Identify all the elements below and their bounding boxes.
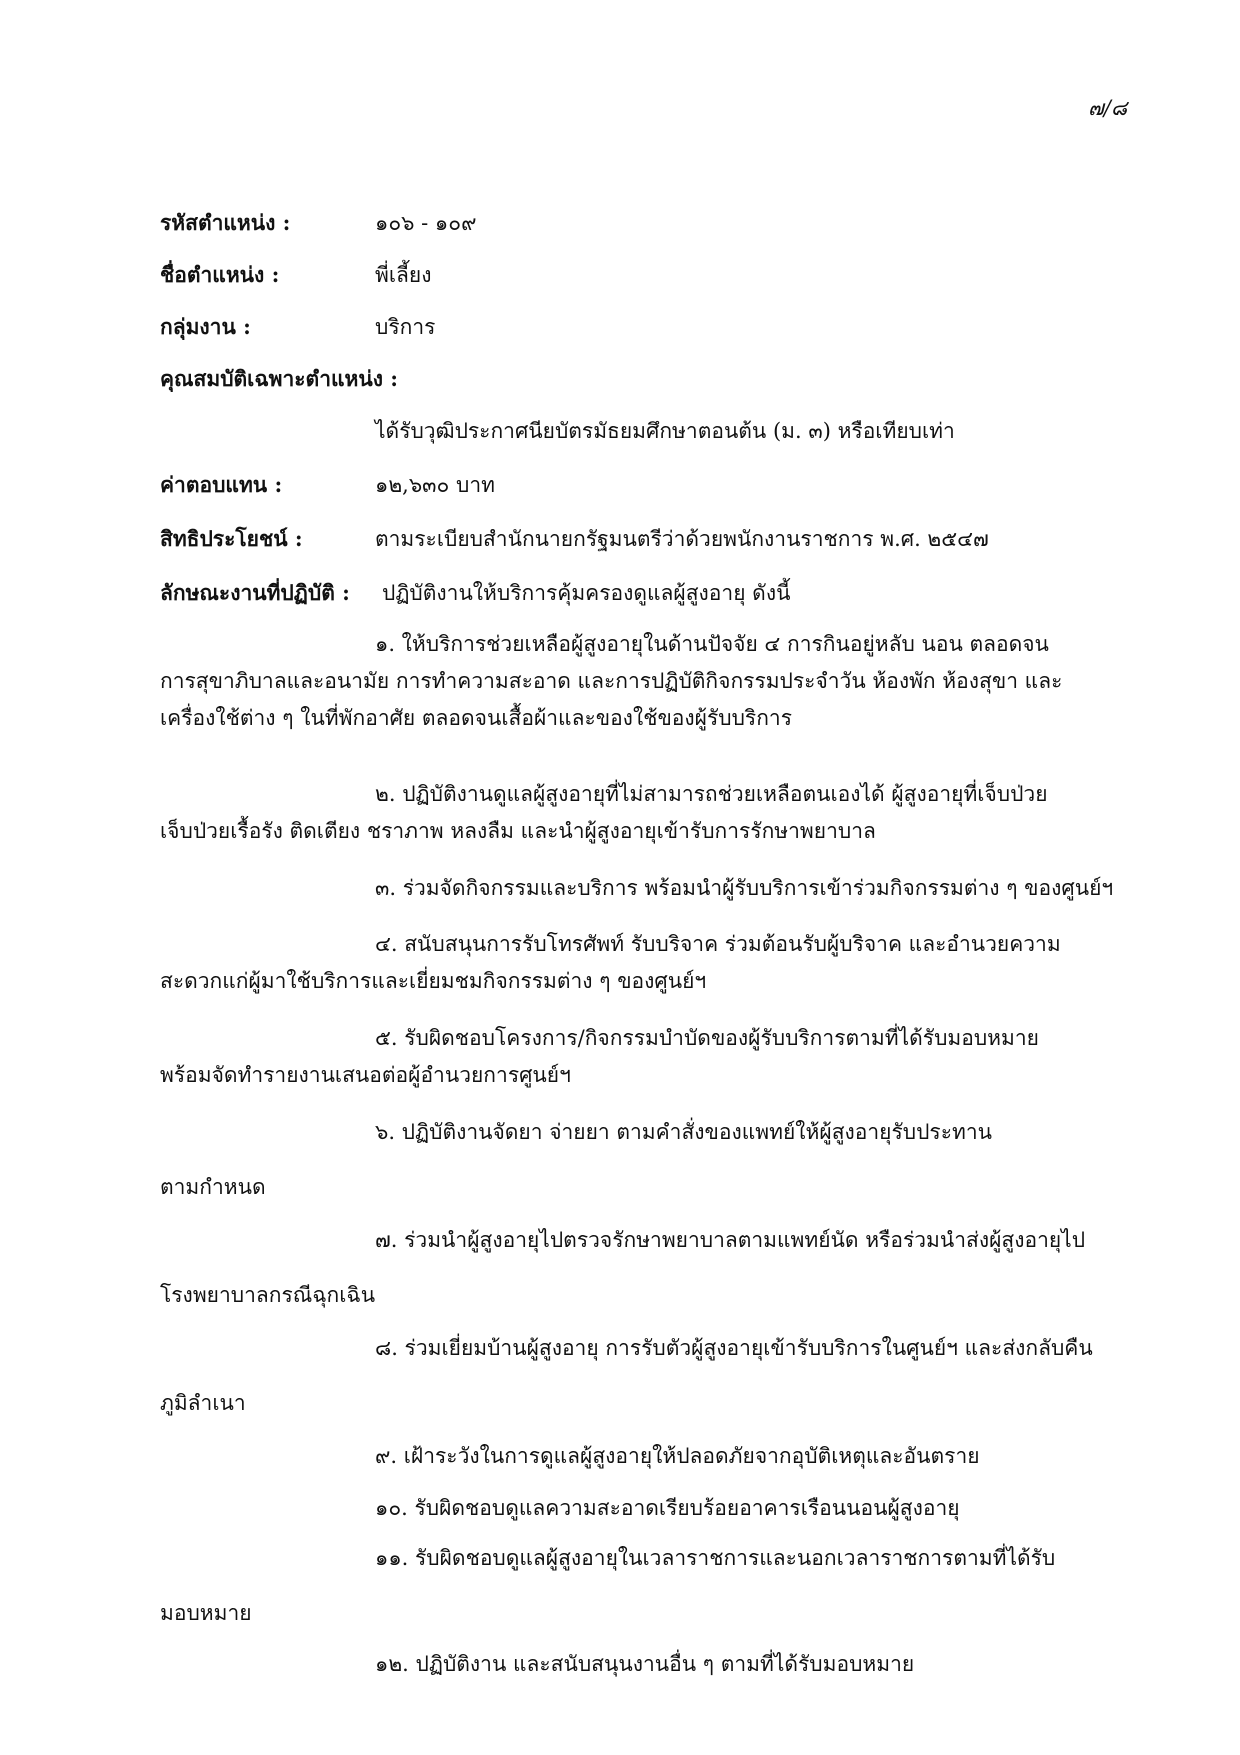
work-group-row — [160, 312, 436, 342]
work-group-label: กลุ่มงาน : — [160, 314, 251, 339]
duty-line: ๒. ปฏิบัติงานดูแลผู้สูงอายุที่ไม่สามารถช่วยเหลือตนเองได้ ผู้สูงอายุที่เจ็บป่วย — [375, 782, 1048, 806]
duty-item-4 — [160, 926, 1145, 1000]
duty-line: ๙. เฝ้าระวังในการดูแลผู้สูงอายุให้ปลอดภัยจากอุบัติเหตุและอันตราย — [375, 1444, 980, 1468]
duty-line: โรงพยาบาลกรณีฉุกเฉิน — [160, 1283, 376, 1307]
duty-line: การสุขาภิบาลและอนามัย การทำความสะอาด และการปฏิบัติกิจกรรมประจำวัน ห้องพัก ห้องสุขา และ — [160, 669, 1063, 693]
compensation-value: ๑๒,๖๓๐ บาท — [375, 473, 495, 497]
qualification-label: คุณสมบัติเฉพาะตำแหน่ง : — [160, 366, 399, 391]
duty-line: สะดวกแก่ผู้มาใช้บริการและเยี่ยมชมกิจกรรมต่าง ๆ ของศูนย์ฯ — [160, 969, 707, 993]
duty-item-8 — [160, 1330, 1145, 1422]
duty-line: ๑๑. รับผิดชอบดูแลผู้สูงอายุในเวลาราชการและนอกเวลาราชการตามที่ได้รับ — [375, 1546, 1056, 1570]
duty-line: ๔. สนับสนุนการรับโทรศัพท์ รับบริจาค ร่วมต้อนรับผู้บริจาค และอำนวยความ — [375, 932, 1061, 956]
duty-item-3 — [160, 870, 1145, 907]
duty-line: ๑๐. รับผิดชอบดูแลความสะอาดเรียบร้อยอาคารเรือนนอนผู้สูงอายุ — [375, 1496, 960, 1520]
duty-line: ตามกำหนด — [160, 1175, 266, 1199]
duty-line: เครื่องใช้ต่าง ๆ ในที่พักอาศัย ตลอดจนเสื้อผ้าและของใช้ของผู้รับบริการ — [160, 706, 792, 730]
duty-line: ภูมิลำเนา — [160, 1391, 246, 1415]
benefits-label: สิทธิประโยชน์ : — [160, 526, 303, 551]
position-code-label: รหัสตำแหน่ง : — [160, 210, 291, 235]
position-name-label: ชื่อตำแหน่ง : — [160, 262, 280, 287]
duty-line: ๓. ร่วมจัดกิจกรรมและบริการ พร้อมนำผู้รับบริการเข้าร่วมกิจกรรมต่าง ๆ ของศูนย์ฯ — [375, 876, 1114, 900]
duty-item-11 — [160, 1540, 1145, 1632]
duty-item-7 — [160, 1222, 1145, 1314]
compensation-row — [160, 470, 495, 500]
duty-item-5 — [160, 1020, 1145, 1094]
duty-line: ๑. ให้บริการช่วยเหลือผู้สูงอายุในด้านปัจจัย ๔ การกินอยู่หลับ นอน ตลอดจน — [375, 632, 1049, 656]
page-number: ๗/๘ — [1088, 96, 1128, 120]
duty-item-6 — [160, 1114, 1145, 1206]
compensation-label: ค่าตอบแทน : — [160, 472, 283, 497]
duty-line: มอบหมาย — [160, 1601, 252, 1625]
position-code-row — [160, 208, 477, 238]
duty-item-12 — [160, 1646, 1145, 1683]
duty-item-1 — [160, 626, 1145, 737]
duty-item-2 — [160, 776, 1145, 850]
duties-header-row — [160, 578, 791, 608]
duty-line: ๘. ร่วมเยี่ยมบ้านผู้สูงอายุ การรับตัวผู้สูงอายุเข้ารับบริการในศูนย์ฯ และส่งกลับคืน — [375, 1336, 1093, 1360]
duty-line: ๖. ปฏิบัติงานจัดยา จ่ายยา ตามคำสั่งของแพทย์ให้ผู้สูงอายุรับประทาน — [375, 1120, 992, 1144]
benefits-row — [160, 524, 989, 554]
duty-line: ๗. ร่วมนำผู้สูงอายุไปตรวจรักษาพยาบาลตามแพทย์นัด หรือร่วมนำส่งผู้สูงอายุไป — [375, 1228, 1086, 1252]
duty-line: ๑๒. ปฏิบัติงาน และสนับสนุนงานอื่น ๆ ตามที่ได้รับมอบหมาย — [375, 1652, 915, 1676]
benefits-value: ตามระเบียบสำนักนายกรัฐมนตรีว่าด้วยพนักงานราชการ พ.ศ. ๒๕๔๗ — [375, 527, 989, 551]
duties-intro: ปฏิบัติงานให้บริการคุ้มครองดูแลผู้สูงอายุ ดังนี้ — [382, 581, 791, 605]
duty-line: เจ็บป่วยเรื้อรัง ติดเตียง ชราภาพ หลงลืม และนำผู้สูงอายุเข้ารับการรักษาพยาบาล — [160, 819, 876, 843]
position-code-value: ๑๐๖ - ๑๐๙ — [375, 211, 477, 235]
qualification-value: ได้รับวุฒิประกาศนียบัตรมัธยมศึกษาตอนต้น (ม. ๓) หรือเทียบเท่า — [375, 419, 955, 443]
duty-item-10 — [160, 1490, 1145, 1527]
duty-line: ๕. รับผิดชอบโครงการ/กิจกรรมบำบัดของผู้รับบริการตามที่ได้รับมอบหมาย — [375, 1026, 1039, 1050]
position-name-value: พี่เลี้ยง — [375, 263, 432, 287]
duties-label: ลักษณะงานที่ปฏิบัติ : — [160, 580, 350, 605]
duty-item-9 — [160, 1438, 1145, 1475]
work-group-value: บริการ — [375, 315, 436, 339]
position-name-row — [160, 260, 432, 290]
duty-line: พร้อมจัดทำรายงานเสนอต่อผู้อำนวยการศูนย์ฯ — [160, 1063, 571, 1087]
